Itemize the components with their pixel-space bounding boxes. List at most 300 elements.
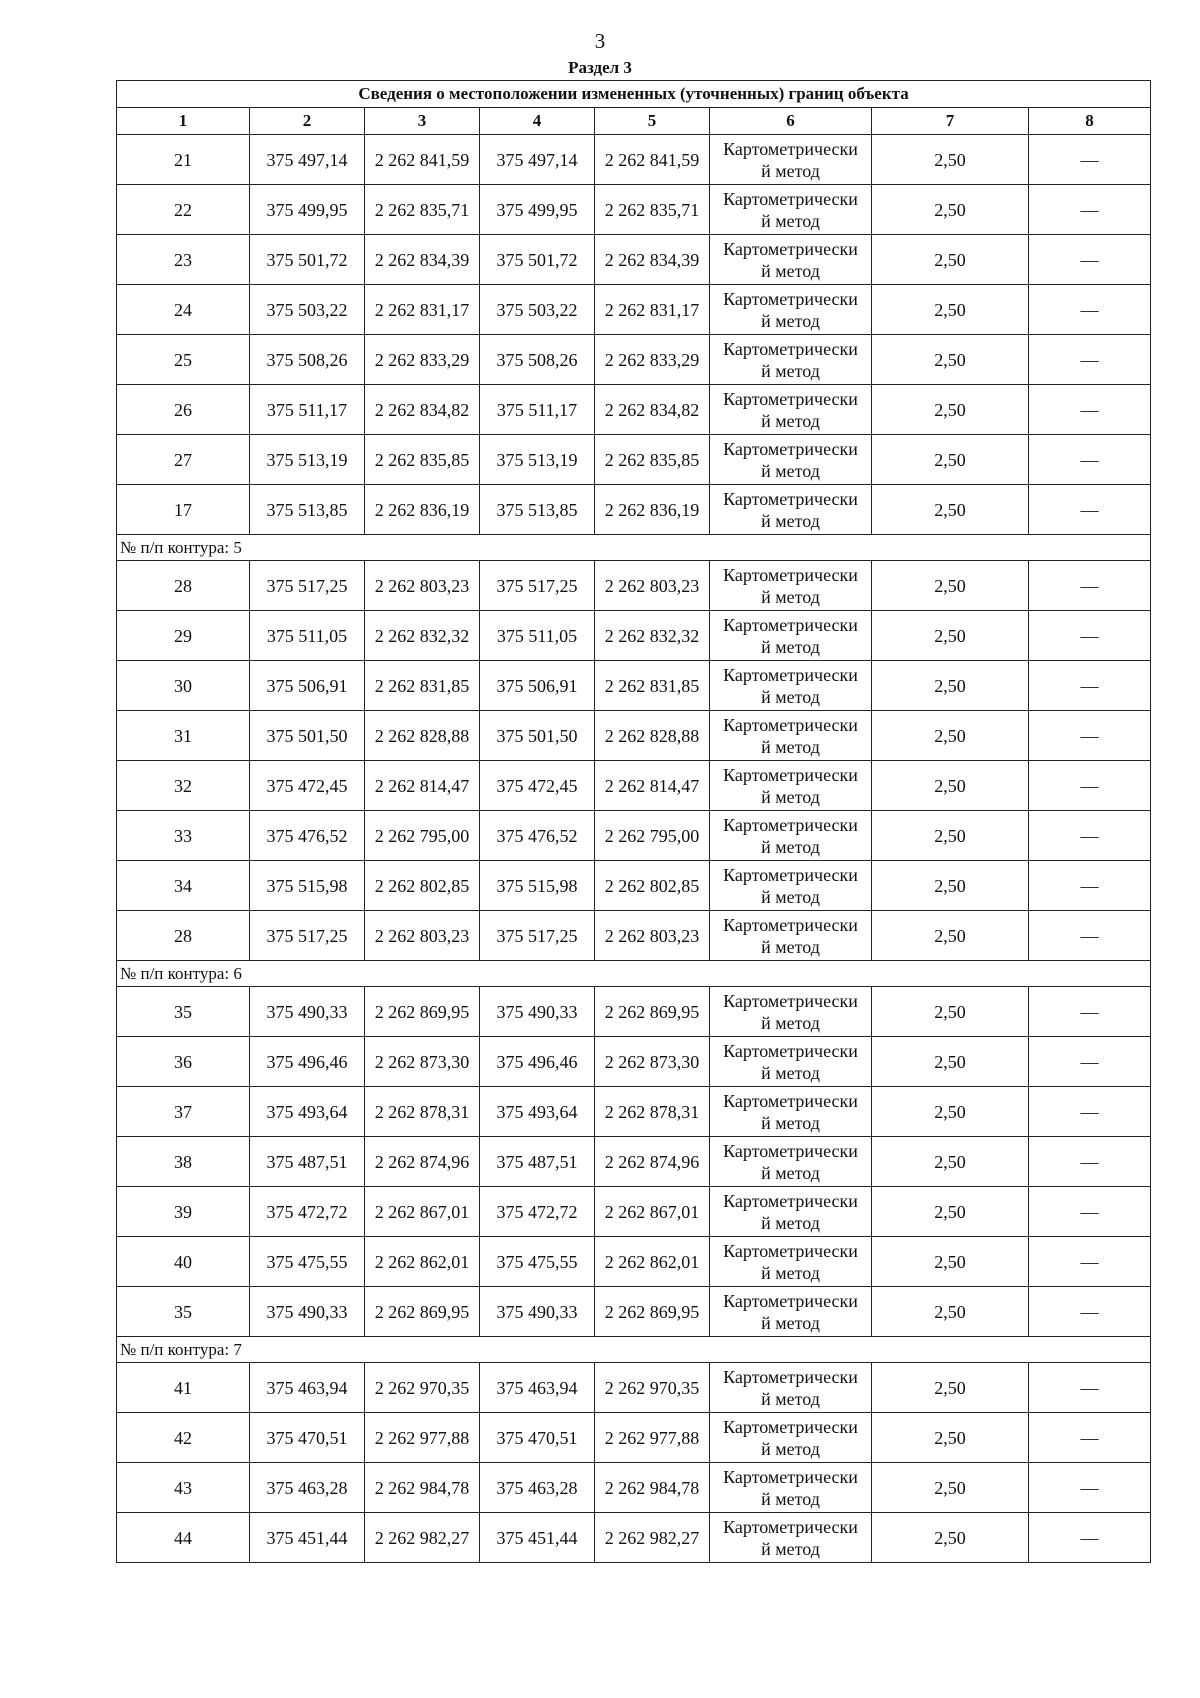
x-existing-cell: 375 511,17: [250, 385, 365, 435]
method-line-2: й метод: [761, 1538, 820, 1559]
x-new-cell: 375 513,19: [480, 435, 595, 485]
y-new-cell: 2 262 833,29: [595, 335, 710, 385]
accuracy-cell: 2,50: [872, 611, 1029, 661]
method-line-1: Картометрически: [723, 238, 858, 259]
note-cell: —: [1029, 911, 1151, 961]
note-cell: —: [1029, 1513, 1151, 1563]
method-line-1: Картометрически: [723, 564, 858, 585]
method-cell: [710, 1087, 872, 1137]
table-row: [117, 1513, 1151, 1563]
note-cell: —: [1029, 661, 1151, 711]
method-cell: [710, 711, 872, 761]
method-line-2: й метод: [761, 360, 820, 381]
method-cell: [710, 611, 872, 661]
section-title: Раздел 3: [568, 58, 632, 77]
note-cell: —: [1029, 861, 1151, 911]
y-existing-cell: 2 262 869,95: [365, 987, 480, 1037]
y-new-cell: 2 262 878,31: [595, 1087, 710, 1137]
note-cell: —: [1029, 1463, 1151, 1513]
accuracy-cell: 2,50: [872, 435, 1029, 485]
y-existing-cell: 2 262 862,01: [365, 1237, 480, 1287]
accuracy-cell: 2,50: [872, 1037, 1029, 1087]
page-number: 3: [594, 29, 606, 53]
table-row: [117, 811, 1151, 861]
method-line-2: й метод: [761, 1262, 820, 1283]
accuracy-cell: 2,50: [872, 185, 1029, 235]
table-row: [117, 235, 1151, 285]
note-cell: —: [1029, 485, 1151, 535]
x-new-cell: 375 508,26: [480, 335, 595, 385]
x-new-cell: 375 475,55: [480, 1237, 595, 1287]
method-line-2: й метод: [761, 1062, 820, 1083]
note-cell: —: [1029, 335, 1151, 385]
method-line-1: Картометрически: [723, 288, 858, 309]
x-existing-cell: 375 476,52: [250, 811, 365, 861]
accuracy-cell: 2,50: [872, 861, 1029, 911]
x-new-cell: 375 487,51: [480, 1137, 595, 1187]
x-existing-cell: 375 501,50: [250, 711, 365, 761]
method-line-1: Картометрически: [723, 990, 858, 1011]
method-line-2: й метод: [761, 1388, 820, 1409]
point-number-cell: 37: [117, 1087, 250, 1137]
point-number-cell: 41: [117, 1363, 250, 1413]
method-line-1: Картометрически: [723, 814, 858, 835]
method-line-2: й метод: [761, 736, 820, 757]
table-row: [117, 1463, 1151, 1513]
table-row: [117, 761, 1151, 811]
y-new-cell: 2 262 862,01: [595, 1237, 710, 1287]
x-new-cell: 375 463,28: [480, 1463, 595, 1513]
method-cell: [710, 1187, 872, 1237]
contour-label: № п/п контура: 5: [117, 535, 1151, 561]
y-new-cell: 2 262 832,32: [595, 611, 710, 661]
y-new-cell: 2 262 836,19: [595, 485, 710, 535]
table-row: [117, 711, 1151, 761]
accuracy-cell: 2,50: [872, 1463, 1029, 1513]
y-existing-cell: 2 262 803,23: [365, 561, 480, 611]
method-cell: [710, 135, 872, 185]
method-line-1: Картометрически: [723, 188, 858, 209]
y-existing-cell: 2 262 984,78: [365, 1463, 480, 1513]
contour-label: № п/п контура: 6: [117, 961, 1151, 987]
y-new-cell: 2 262 970,35: [595, 1363, 710, 1413]
y-new-cell: 2 262 835,85: [595, 435, 710, 485]
method-line-2: й метод: [761, 936, 820, 957]
note-cell: —: [1029, 561, 1151, 611]
point-number-cell: 40: [117, 1237, 250, 1287]
x-new-cell: 375 517,25: [480, 561, 595, 611]
accuracy-cell: 2,50: [872, 1237, 1029, 1287]
method-line-1: Картометрически: [723, 138, 858, 159]
x-new-cell: 375 501,72: [480, 235, 595, 285]
y-existing-cell: 2 262 977,88: [365, 1413, 480, 1463]
method-line-1: Картометрически: [723, 864, 858, 885]
x-existing-cell: 375 493,64: [250, 1087, 365, 1137]
column-header: 8: [1029, 108, 1151, 135]
method-line-2: й метод: [761, 1212, 820, 1233]
method-line-2: й метод: [761, 786, 820, 807]
method-cell: [710, 1037, 872, 1087]
point-number-cell: 34: [117, 861, 250, 911]
point-number-cell: 21: [117, 135, 250, 185]
table-row: [117, 561, 1151, 611]
point-number-cell: 17: [117, 485, 250, 535]
y-existing-cell: 2 262 814,47: [365, 761, 480, 811]
column-header: 5: [595, 108, 710, 135]
table-row: [117, 1187, 1151, 1237]
y-existing-cell: 2 262 873,30: [365, 1037, 480, 1087]
x-new-cell: 375 490,33: [480, 1287, 595, 1337]
table-row: [117, 1363, 1151, 1413]
method-cell: [710, 1237, 872, 1287]
note-cell: —: [1029, 811, 1151, 861]
method-line-1: Картометрически: [723, 614, 858, 635]
x-existing-cell: 375 490,33: [250, 987, 365, 1037]
method-line-2: й метод: [761, 1438, 820, 1459]
x-existing-cell: 375 463,94: [250, 1363, 365, 1413]
note-cell: —: [1029, 1237, 1151, 1287]
note-cell: —: [1029, 1087, 1151, 1137]
x-new-cell: 375 463,94: [480, 1363, 595, 1413]
table-row: [117, 285, 1151, 335]
note-cell: —: [1029, 1287, 1151, 1337]
x-new-cell: 375 490,33: [480, 987, 595, 1037]
method-cell: [710, 1287, 872, 1337]
accuracy-cell: 2,50: [872, 1187, 1029, 1237]
point-number-cell: 42: [117, 1413, 250, 1463]
y-new-cell: 2 262 874,96: [595, 1137, 710, 1187]
method-cell: [710, 1137, 872, 1187]
point-number-cell: 36: [117, 1037, 250, 1087]
y-existing-cell: 2 262 831,85: [365, 661, 480, 711]
point-number-cell: 43: [117, 1463, 250, 1513]
contour-row: [117, 535, 1151, 561]
y-new-cell: 2 262 984,78: [595, 1463, 710, 1513]
method-line-1: Картометрически: [723, 1366, 858, 1387]
x-new-cell: 375 496,46: [480, 1037, 595, 1087]
y-new-cell: 2 262 869,95: [595, 1287, 710, 1337]
x-existing-cell: 375 517,25: [250, 911, 365, 961]
method-cell: [710, 661, 872, 711]
x-new-cell: 375 515,98: [480, 861, 595, 911]
point-number-cell: 32: [117, 761, 250, 811]
note-cell: —: [1029, 761, 1151, 811]
column-header: 6: [710, 108, 872, 135]
point-number-cell: 38: [117, 1137, 250, 1187]
accuracy-cell: 2,50: [872, 987, 1029, 1037]
x-new-cell: 375 472,72: [480, 1187, 595, 1237]
y-existing-cell: 2 262 802,85: [365, 861, 480, 911]
accuracy-cell: 2,50: [872, 661, 1029, 711]
note-cell: —: [1029, 1187, 1151, 1237]
method-line-2: й метод: [761, 1488, 820, 1509]
point-number-cell: 30: [117, 661, 250, 711]
method-cell: [710, 435, 872, 485]
note-cell: —: [1029, 285, 1151, 335]
note-cell: —: [1029, 1037, 1151, 1087]
y-existing-cell: 2 262 869,95: [365, 1287, 480, 1337]
y-existing-cell: 2 262 982,27: [365, 1513, 480, 1563]
method-line-2: й метод: [761, 510, 820, 531]
method-line-1: Картометрически: [723, 1416, 858, 1437]
y-new-cell: 2 262 803,23: [595, 911, 710, 961]
y-new-cell: 2 262 841,59: [595, 135, 710, 185]
x-existing-cell: 375 503,22: [250, 285, 365, 335]
x-existing-cell: 375 517,25: [250, 561, 365, 611]
accuracy-cell: 2,50: [872, 235, 1029, 285]
point-number-cell: 35: [117, 987, 250, 1037]
x-existing-cell: 375 513,85: [250, 485, 365, 535]
note-cell: —: [1029, 611, 1151, 661]
note-cell: —: [1029, 1137, 1151, 1187]
y-new-cell: 2 262 831,85: [595, 661, 710, 711]
point-number-cell: 44: [117, 1513, 250, 1563]
method-cell: [710, 811, 872, 861]
note-cell: —: [1029, 135, 1151, 185]
x-existing-cell: 375 501,72: [250, 235, 365, 285]
x-existing-cell: 375 472,45: [250, 761, 365, 811]
table-row: [117, 1413, 1151, 1463]
method-line-2: й метод: [761, 586, 820, 607]
method-line-2: й метод: [761, 1162, 820, 1183]
method-line-2: й метод: [761, 310, 820, 331]
contour-row: [117, 1337, 1151, 1363]
y-existing-cell: 2 262 878,31: [365, 1087, 480, 1137]
y-existing-cell: 2 262 828,88: [365, 711, 480, 761]
table-row: [117, 661, 1151, 711]
method-line-1: Картометрически: [723, 1290, 858, 1311]
accuracy-cell: 2,50: [872, 811, 1029, 861]
method-cell: [710, 1413, 872, 1463]
y-existing-cell: 2 262 841,59: [365, 135, 480, 185]
x-new-cell: 375 511,17: [480, 385, 595, 435]
method-cell: [710, 235, 872, 285]
table-row: [117, 485, 1151, 535]
method-line-2: й метод: [761, 1312, 820, 1333]
y-existing-cell: 2 262 835,71: [365, 185, 480, 235]
method-cell: [710, 861, 872, 911]
x-existing-cell: 375 499,95: [250, 185, 365, 235]
point-number-cell: 23: [117, 235, 250, 285]
x-new-cell: 375 497,14: [480, 135, 595, 185]
point-number-cell: 25: [117, 335, 250, 385]
column-header: 2: [250, 108, 365, 135]
method-line-1: Картометрически: [723, 1090, 858, 1111]
y-new-cell: 2 262 803,23: [595, 561, 710, 611]
point-number-cell: 33: [117, 811, 250, 861]
column-header: 7: [872, 108, 1029, 135]
x-existing-cell: 375 463,28: [250, 1463, 365, 1513]
point-number-cell: 22: [117, 185, 250, 235]
y-new-cell: 2 262 831,17: [595, 285, 710, 335]
method-cell: [710, 285, 872, 335]
x-new-cell: 375 511,05: [480, 611, 595, 661]
y-existing-cell: 2 262 867,01: [365, 1187, 480, 1237]
method-line-1: Картометрически: [723, 1240, 858, 1261]
method-cell: [710, 485, 872, 535]
x-existing-cell: 375 511,05: [250, 611, 365, 661]
x-new-cell: 375 506,91: [480, 661, 595, 711]
x-new-cell: 375 517,25: [480, 911, 595, 961]
y-new-cell: 2 262 867,01: [595, 1187, 710, 1237]
x-existing-cell: 375 496,46: [250, 1037, 365, 1087]
note-cell: —: [1029, 235, 1151, 285]
y-new-cell: 2 262 814,47: [595, 761, 710, 811]
method-line-1: Картометрически: [723, 438, 858, 459]
accuracy-cell: 2,50: [872, 285, 1029, 335]
column-header: 3: [365, 108, 480, 135]
accuracy-cell: 2,50: [872, 1087, 1029, 1137]
method-cell: [710, 1463, 872, 1513]
method-line-2: й метод: [761, 1012, 820, 1033]
method-line-1: Картометрически: [723, 1190, 858, 1211]
contour-row: [117, 961, 1151, 987]
y-existing-cell: 2 262 803,23: [365, 911, 480, 961]
y-new-cell: 2 262 835,71: [595, 185, 710, 235]
accuracy-cell: 2,50: [872, 1137, 1029, 1187]
x-existing-cell: 375 497,14: [250, 135, 365, 185]
point-number-cell: 31: [117, 711, 250, 761]
y-existing-cell: 2 262 831,17: [365, 285, 480, 335]
accuracy-cell: 2,50: [872, 385, 1029, 435]
method-line-1: Картометрически: [723, 914, 858, 935]
accuracy-cell: 2,50: [872, 485, 1029, 535]
method-line-2: й метод: [761, 686, 820, 707]
column-header: 4: [480, 108, 595, 135]
y-new-cell: 2 262 982,27: [595, 1513, 710, 1563]
x-new-cell: 375 472,45: [480, 761, 595, 811]
table-row: [117, 1037, 1151, 1087]
method-line-1: Картометрически: [723, 1140, 858, 1161]
method-cell: [710, 185, 872, 235]
y-new-cell: 2 262 869,95: [595, 987, 710, 1037]
note-cell: —: [1029, 435, 1151, 485]
boundary-table: [116, 80, 1151, 1563]
y-new-cell: 2 262 977,88: [595, 1413, 710, 1463]
method-line-1: Картометрически: [723, 1516, 858, 1537]
method-line-1: Картометрически: [723, 764, 858, 785]
note-cell: —: [1029, 185, 1151, 235]
y-existing-cell: 2 262 835,85: [365, 435, 480, 485]
y-existing-cell: 2 262 836,19: [365, 485, 480, 535]
table-row: [117, 987, 1151, 1037]
x-existing-cell: 375 490,33: [250, 1287, 365, 1337]
point-number-cell: 28: [117, 561, 250, 611]
table-row: [117, 611, 1151, 661]
method-line-1: Картометрически: [723, 1466, 858, 1487]
point-number-cell: 28: [117, 911, 250, 961]
point-number-cell: 39: [117, 1187, 250, 1237]
accuracy-cell: 2,50: [872, 1413, 1029, 1463]
note-cell: —: [1029, 1413, 1151, 1463]
y-new-cell: 2 262 795,00: [595, 811, 710, 861]
point-number-cell: 35: [117, 1287, 250, 1337]
y-new-cell: 2 262 834,82: [595, 385, 710, 435]
method-line-1: Картометрически: [723, 1040, 858, 1061]
x-new-cell: 375 499,95: [480, 185, 595, 235]
y-new-cell: 2 262 873,30: [595, 1037, 710, 1087]
accuracy-cell: 2,50: [872, 1513, 1029, 1563]
y-existing-cell: 2 262 832,32: [365, 611, 480, 661]
method-cell: [710, 335, 872, 385]
method-line-1: Картометрически: [723, 488, 858, 509]
y-existing-cell: 2 262 833,29: [365, 335, 480, 385]
method-line-2: й метод: [761, 210, 820, 231]
accuracy-cell: 2,50: [872, 1287, 1029, 1337]
y-existing-cell: 2 262 834,82: [365, 385, 480, 435]
y-existing-cell: 2 262 834,39: [365, 235, 480, 285]
column-number-row: [117, 108, 1151, 135]
accuracy-cell: 2,50: [872, 761, 1029, 811]
method-cell: [710, 1363, 872, 1413]
note-cell: —: [1029, 1363, 1151, 1413]
y-new-cell: 2 262 802,85: [595, 861, 710, 911]
table-row: [117, 135, 1151, 185]
x-existing-cell: 375 513,19: [250, 435, 365, 485]
point-number-cell: 27: [117, 435, 250, 485]
method-line-2: й метод: [761, 160, 820, 181]
y-existing-cell: 2 262 970,35: [365, 1363, 480, 1413]
table-row: [117, 335, 1151, 385]
method-cell: [710, 1513, 872, 1563]
x-new-cell: 375 476,52: [480, 811, 595, 861]
method-line-1: Картометрически: [723, 714, 858, 735]
table-row: [117, 1137, 1151, 1187]
table-row: [117, 435, 1151, 485]
method-line-2: й метод: [761, 886, 820, 907]
x-existing-cell: 375 487,51: [250, 1137, 365, 1187]
point-number-cell: 29: [117, 611, 250, 661]
point-number-cell: 26: [117, 385, 250, 435]
note-cell: —: [1029, 711, 1151, 761]
method-line-1: Картометрически: [723, 388, 858, 409]
method-line-1: Картометрически: [723, 338, 858, 359]
column-header: 1: [117, 108, 250, 135]
accuracy-cell: 2,50: [872, 711, 1029, 761]
method-line-2: й метод: [761, 460, 820, 481]
accuracy-cell: 2,50: [872, 335, 1029, 385]
table-row: [117, 1287, 1151, 1337]
method-line-2: й метод: [761, 410, 820, 431]
note-cell: —: [1029, 385, 1151, 435]
x-new-cell: 375 501,50: [480, 711, 595, 761]
table-caption: Сведения о местоположении измененных (уточненных) границ объекта: [117, 81, 1151, 108]
accuracy-cell: 2,50: [872, 135, 1029, 185]
method-line-2: й метод: [761, 836, 820, 857]
method-line-2: й метод: [761, 1112, 820, 1133]
table-row: [117, 911, 1151, 961]
x-existing-cell: 375 472,72: [250, 1187, 365, 1237]
x-existing-cell: 375 470,51: [250, 1413, 365, 1463]
method-line-2: й метод: [761, 636, 820, 657]
x-existing-cell: 375 475,55: [250, 1237, 365, 1287]
method-cell: [710, 911, 872, 961]
table-row: [117, 185, 1151, 235]
x-new-cell: 375 470,51: [480, 1413, 595, 1463]
table-row: [117, 1237, 1151, 1287]
x-new-cell: 375 493,64: [480, 1087, 595, 1137]
contour-label: № п/п контура: 7: [117, 1337, 1151, 1363]
x-existing-cell: 375 506,91: [250, 661, 365, 711]
table-row: [117, 385, 1151, 435]
note-cell: —: [1029, 987, 1151, 1037]
method-cell: [710, 761, 872, 811]
y-existing-cell: 2 262 874,96: [365, 1137, 480, 1187]
x-existing-cell: 375 508,26: [250, 335, 365, 385]
method-cell: [710, 987, 872, 1037]
point-number-cell: 24: [117, 285, 250, 335]
table-row: [117, 861, 1151, 911]
